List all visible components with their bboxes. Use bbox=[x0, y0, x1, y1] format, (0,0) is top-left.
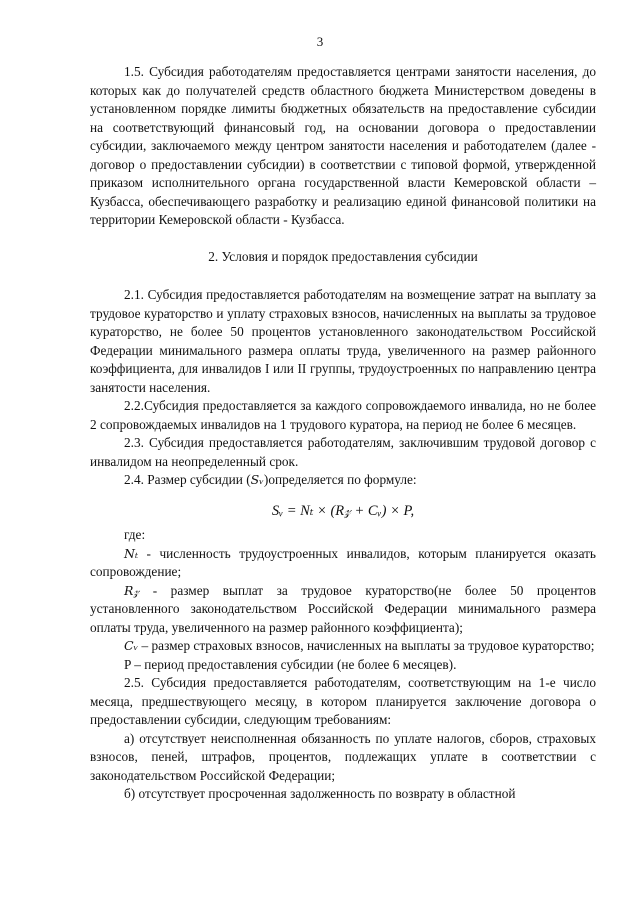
page-number: 3 bbox=[316, 34, 324, 49]
paragraph-2-4-text-end: )определяется по формуле: bbox=[263, 472, 417, 487]
definition-rz bbox=[90, 582, 596, 638]
nt-definition: - численность трудоустроенных инвалидов, которым планируется оказать сопровождение; bbox=[90, 545, 596, 579]
document-body bbox=[90, 63, 596, 804]
rz-definition: - размер выплат за трудовое кураторство(не более 50 процентов установленного законодательством Российской Федерации минимального размера оплаты труда, увеличенного на размер районного коэффициента); bbox=[90, 582, 596, 635]
paragraph-2-4-text-start: 2.4. Размер субсидии ( bbox=[124, 472, 251, 487]
requirement-b: б) отсутствует просроченная задолженность по возврату в областной bbox=[124, 786, 516, 801]
definition-p: P – период предоставления субсидии (не более 6 месяцев). bbox=[124, 656, 457, 672]
paragraph-2-1: 2.1. Субсидия предоставляется работодателям на возмещение затрат на выплату за трудовое кураторство и уплату страховых взносов, начисленных на выплаты за трудовое кураторство, не более 50 процентов установленного законодательством Российской Федерации минимального размера оплаты труда, увеличенного на размер районного коэффициента, для инвалидов I или II группы, трудоустроенных по направлению центра занятости населения. bbox=[90, 287, 596, 395]
where-label: где: bbox=[124, 527, 146, 542]
paragraph-2-5: 2.5. Субсидия предоставляется работодателям, соответствующим на 1-е число месяца, предшествующего месяцу, в котором планируется заключение договора о предоставлении субсидии, следующим требованиям: bbox=[90, 675, 596, 727]
subsidy-formula: Sᵥ = Nₜ × (R𝓏 + Cᵥ) × P, bbox=[271, 502, 415, 519]
paragraph-2-2: 2.2.Субсидия предоставляется за каждого сопровождаемого инвалида, но не более 2 сопровождаемых инвалидов на 1 трудового куратора, на период не более 6 месяцев. bbox=[90, 398, 596, 432]
subsidy-variable: Sᵥ bbox=[250, 472, 264, 487]
nt-variable: Nₜ bbox=[124, 545, 139, 561]
cv-definition: – размер страховых взносов, начисленных на выплаты за трудовое кураторство; bbox=[138, 638, 595, 653]
paragraph-1-5: 1.5. Субсидия работодателям предоставляется центрами занятости населения, до которых как до получателей средств областного бюджета Министерством доведены в установленном порядке лимиты бюджетных обязательств на предоставление субсидии на соответствующий финансовый год, на основании договора о предоставлении субсидии, заключаемого между центром занятости населения и работодателем (далее - договор о предоставлении субсидии) в соответствии с типовой формой, утвержденной приказом исполнительного органа государственной власти Кемеровской области – Кузбасса, обеспечивающего разработку и реализацию единой финансовой политики на территории Кемеровской области - Кузбасса. bbox=[90, 64, 596, 227]
definition-nt bbox=[90, 545, 596, 582]
paragraph-2-4 bbox=[90, 471, 596, 490]
definition-cv bbox=[90, 637, 596, 656]
section-2-heading: 2. Условия и порядок предоставления субсидии bbox=[208, 248, 478, 264]
rz-variable: R𝓏 bbox=[124, 582, 140, 598]
cv-variable: Cᵥ bbox=[124, 638, 139, 653]
requirement-a: а) отсутствует неисполненная обязанность по уплате налогов, сборов, страховых взносов, пеней, штрафов, процентов, подлежащих уплате в соответствии с законодательством Российской Федерации; bbox=[90, 730, 596, 783]
paragraph-2-3: 2.3. Субсидия предоставляется работодателям, заключившим трудовой договор с инвалидом на неопределенный срок. bbox=[90, 435, 596, 469]
